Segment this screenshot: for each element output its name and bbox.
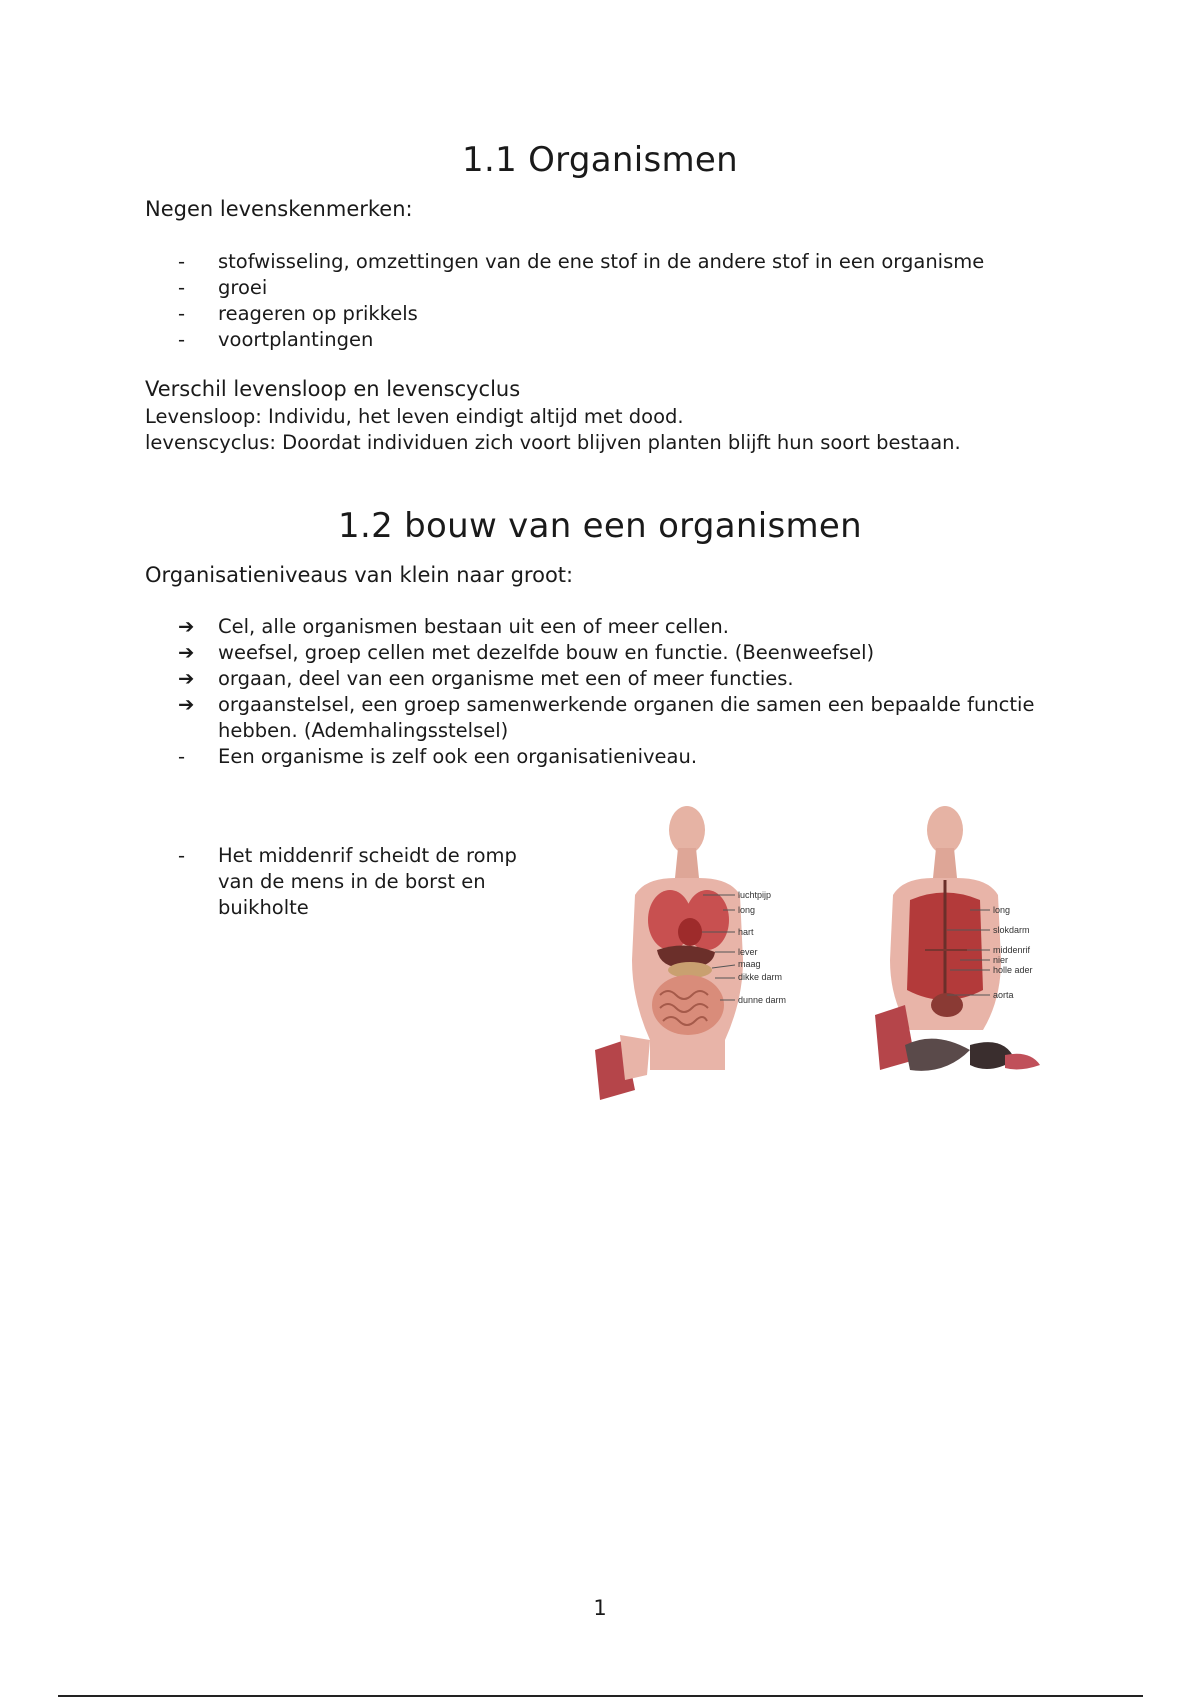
arrow-marker: ➔ [178, 667, 195, 690]
dash-marker: - [178, 328, 186, 351]
label-slokdarm: slokdarm [993, 925, 1030, 935]
dash-marker: - [178, 844, 186, 867]
organisation-levels-list [145, 614, 1045, 770]
label-dikke-darm: dikke darm [738, 972, 783, 982]
label-aorta: aorta [993, 990, 1014, 1000]
section2-intro: Organisatieniveaus van klein naar groot: [145, 563, 574, 587]
head [927, 806, 963, 854]
list-item: ➔ weefsel, groep cellen met dezelfde bouw en functie. (Beenweefsel) [178, 641, 875, 664]
neck [933, 848, 957, 878]
list-item: - Een organisme is zelf ook een organisatieniveau. [178, 745, 698, 768]
footer-divider [58, 1695, 1143, 1697]
heart [678, 918, 702, 946]
list-item: - reageren op prikkels [178, 302, 418, 325]
dash-marker: - [178, 250, 186, 273]
left-torso-model [595, 806, 786, 1100]
list-item: ➔ orgaan, deel van een organisme met een of meer functies. [178, 667, 794, 690]
diaphragm-note-text: Het middenrif scheidt de romp van de mens in de borst en buikholte [218, 844, 517, 919]
dash-marker: - [178, 302, 186, 325]
arrow-marker: ➔ [178, 615, 195, 638]
life-characteristics-list [145, 249, 984, 353]
removed-chest-plate [620, 1035, 650, 1080]
label-lever: lever [738, 947, 758, 957]
difference-heading: Verschil levensloop en levenscyclus [145, 377, 521, 401]
label-nier: nier [993, 955, 1009, 965]
dash-marker: - [178, 276, 186, 299]
removed-organs [905, 1039, 970, 1071]
neck [675, 848, 699, 878]
list-item: ➔ Cel, alle organismen bestaan uit een of meer cellen. [178, 615, 729, 638]
page-number: 1 [593, 1596, 607, 1620]
list-item: - stofwisseling, omzettingen van de ene stof in de andere stof in een organisme [178, 250, 985, 273]
list-item: - groei [178, 276, 268, 299]
levenscyclus-definition: levenscyclus: Doordat individuen zich voort blijven planten blijft hun soort bestaan. [145, 431, 961, 454]
label-hart: hart [738, 927, 754, 937]
removed-piece [1005, 1054, 1040, 1070]
label-long: long [993, 905, 1011, 915]
arrow-marker: ➔ [178, 641, 195, 664]
list-item: - voortplantingen [178, 328, 374, 351]
list-item: ➔ orgaanstelsel, een groep samenwerkende organen die samen een bepaalde functie hebben. (Ademhalingsstelsel) [178, 693, 1035, 742]
label-holle-ader: holle ader [993, 965, 1033, 975]
head [669, 806, 705, 854]
label-luchtpijp: luchtpijp [738, 890, 772, 900]
section1-intro: Negen levenskenmerken: [145, 197, 413, 221]
anatomy-torso-figure [575, 800, 1100, 1110]
kidney-area [931, 993, 963, 1017]
section2-title: 1.2 bouw van een organismen [338, 506, 862, 546]
left-labels [738, 890, 786, 1005]
dash-marker: - [178, 745, 186, 768]
levensloop-definition: Levensloop: Individu, het leven eindigt altijd met dood. [145, 405, 684, 428]
arrow-marker: ➔ [178, 693, 195, 716]
label-middenrif: middenrif [993, 945, 1031, 955]
label-long: long [738, 905, 756, 915]
label-dunne-darm: dunne darm [738, 995, 787, 1005]
section1-title: 1.1 Organismen [462, 140, 738, 180]
right-torso-model [875, 806, 1040, 1071]
label-maag: maag [738, 959, 761, 969]
